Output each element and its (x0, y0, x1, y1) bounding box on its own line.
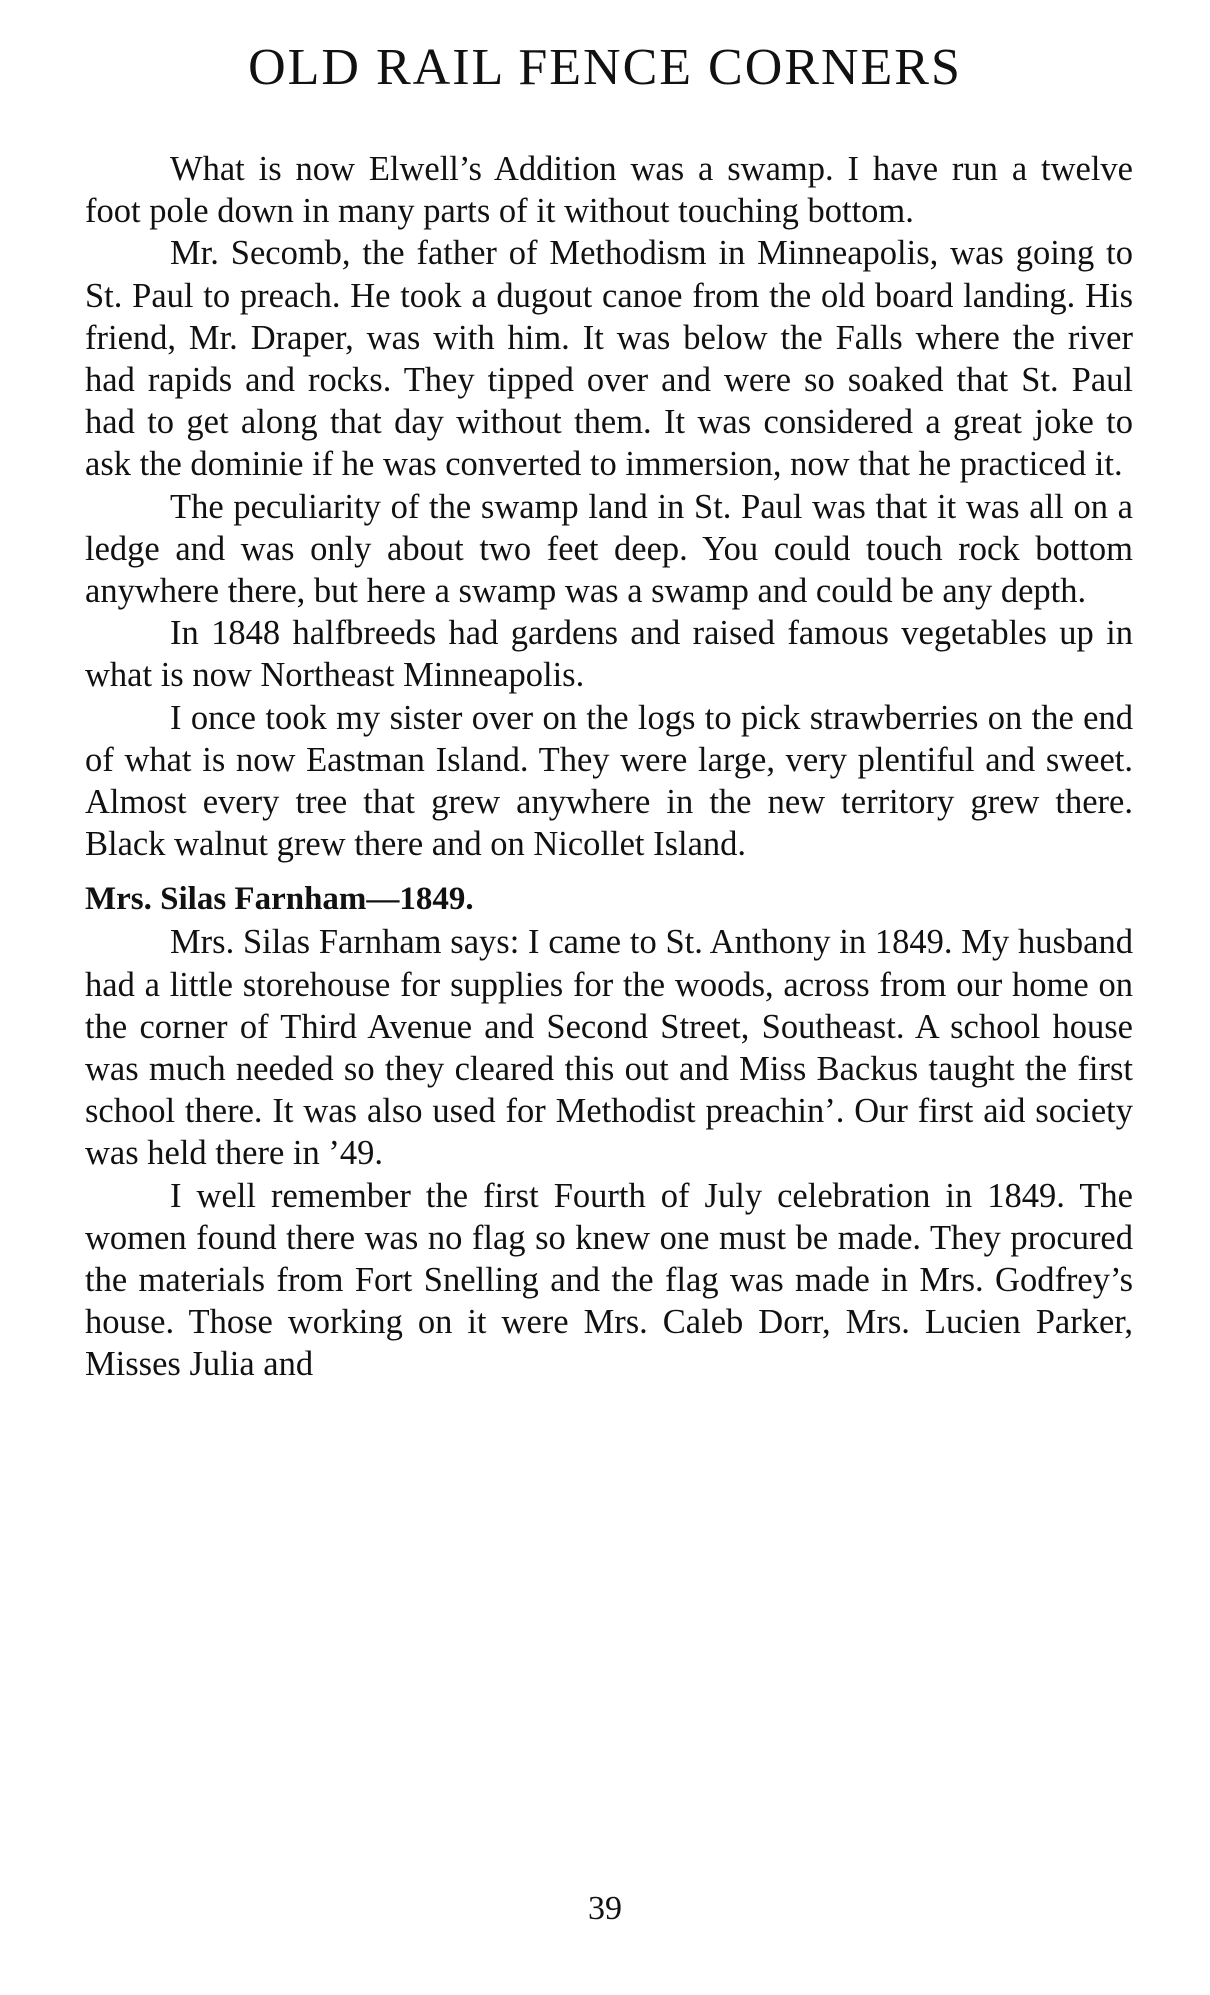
paragraph-swamp-land: The peculiarity of the swamp land in St. Paul was that it was all on a ledge and was only about two feet deep. You could touch rock bottom anywhere there, but here a swamp was a swamp and could be any depth. (85, 487, 1133, 611)
paragraph-secomb: Mr. Secomb, the father of Methodism in Minneapolis, was going to St. Paul to preach. He took a dugout canoe from the old board landing. His friend, Mr. Draper, was with him. It was below the Falls where the river had rapids and rocks. They tipped over and were so soaked that St. Paul had to get along that day without them. It was considered a great joke to ask the dominie if he was converted to immersion, now that he practiced it. (85, 234, 1133, 484)
paragraph-elwells-addition: What is now Elwell’s Addition was a swamp. I have run a twelve foot pole down in many parts of it without touching bottom. (85, 150, 1133, 231)
section-heading-farnham: Mrs. Silas Farnham—1849. (85, 881, 474, 918)
page-number: 39 (588, 1890, 622, 1927)
body-text (85, 148, 1133, 1386)
paragraph-farnham-arrival: Mrs. Silas Farnham says: I came to St. Anthony in 1849. My husband had a little storehouse for supplies for the woods, across from our home on the corner of Third Avenue and Second Street, Southeast. A school house was much needed so they cleared this out and Miss Backus taught the first school there. It was also used for Methodist preachin’. Our first aid society was held there in ’49. (85, 923, 1133, 1173)
paragraph-halfbreeds: In 1848 halfbreeds had gardens and raised famous vegetables up in what is now Northeast Minneapolis. (85, 614, 1133, 695)
paragraph-eastman-island: I once took my sister over on the logs to pick strawberries on the end of what is now Eastman Island. They were large, very plentiful and sweet. Almost every tree that grew anywhere in the new territory grew there. Black walnut grew there and on Nicollet Island. (85, 698, 1133, 864)
paragraph-fourth-of-july: I well remember the first Fourth of July celebration in 1849. The women found there was no flag so knew one must be made. They procured the materials from Fort Snelling and the flag was made in Mrs. Godfrey’s house. Those working on it were Mrs. Caleb Dorr, Mrs. Lucien Parker, Misses Julia and (85, 1176, 1133, 1384)
running-title: OLD RAIL FENCE CORNERS (248, 39, 962, 96)
